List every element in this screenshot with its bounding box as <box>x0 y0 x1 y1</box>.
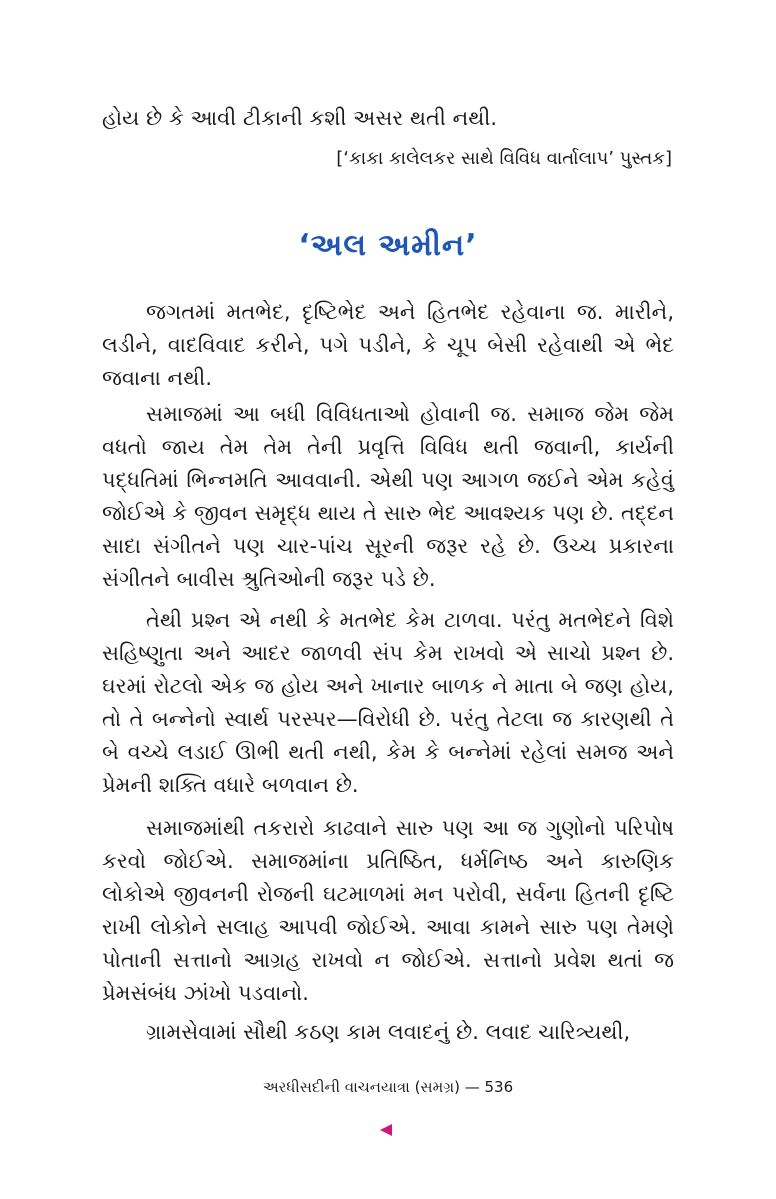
chapter-heading: ‘અલ અમીન’ <box>298 228 478 263</box>
paragraph-2: સમાજમાં આ બધી વિવિધતાઓ હોવાની જ. સમાજ જેમ જેમ વધતો જાય તેમ તેમ તેની પ્રવૃત્તિ વિવિધ થતી જવાની, કાર્યની પદ્ધતિમાં ભિન્નમતિ આવવાની. એથી પણ આગળ જઈને એમ કહેવું જોઈએ કે જીવન સમૃદ્ધ થાય તે સારુ ભેદ આવશ્યક પણ છે. તદ્દન સાદા સંગીતને પણ ચાર-પાંચ સૂરની જરૂર રહે છે. ઉચ્ચ પ્રકારના સંગીતને બાવીસ શ્રુતિઓની જરૂર પડે છે. <box>102 402 674 591</box>
paragraph-3: તેથી પ્રશ્ન એ નથી કે મતભેદ કેમ ટાળવા. પરંતુ મતભેદને વિશે સહિષ્ણુતા અને આદર જાળવી સંપ કેમ રાખવો એ સાચો પ્રશ્ન છે. ઘરમાં રોટલો એક જ હોય અને ખાનાર બાળક ને માતા બે જણ હોય, તો તે બન્નેનો સ્વાર્થ પરસ્પર—વિરોધી છે. પરંતુ તેટલા જ કારણથી તે બે વચ્ચે લડાઈ ઊભી થતી નથી, કેમ કે બન્નેમાં રહેલાં સમજ અને પ્રેમની શક્તિ વધારે બળવાન છે. <box>102 608 674 797</box>
page-footer: અરધીસદીની વાચનયાત્રા (સમગ્ર) — 536 <box>262 1078 514 1096</box>
paragraph-4: સમાજમાંથી તકરારો કાઢવાને સારુ પણ આ જ ગુણોનો પરિપોષ કરવો જોઈએ. સમાજમાંના પ્રતિષ્ઠિત, ધર્મનિષ્ઠ અને કારુણિક લોકોએ જીવનની રોજની ઘટમાળમાં મન પરોવી, સર્વના હિતની દૃષ્ટિ રાખી લોકોને સલાહ આપવી જોઈએ. આવા કામને સારુ પણ તેમણે પોતાની સત્તાનો આગ્રહ રાખવો ન જોઈએ. સત્તાનો પ્રવેશ થતાં જ પ્રેમસંબંધ ઝાંખો પડવાનો. <box>102 816 674 1005</box>
source-citation: [‘કાકા કાલેલકર સાથે વિવિધ વાર્તાલાપ’ પુસ્તક] <box>336 148 672 169</box>
continued-text-line: હોય છે કે આવી ટીકાની કશી અસર થતી નથી. <box>102 106 498 130</box>
left-triangle-icon[interactable] <box>380 1124 392 1136</box>
paragraph-5: ગ્રામસેવામાં સૌથી કઠણ કામ લવાદનું છે. લવાદ ચારિત્ર્યથી, <box>146 1020 631 1044</box>
paragraph-1: જગતમાં મતભેદ, દૃષ્ટિભેદ અને હિતભેદ રહેવાના જ. મારીને, લડીને, વાદવિવાદ કરીને, પગે પડીને, કે ચૂપ બેસી રહેવાથી એ ભેદ જવાના નથી. <box>102 300 674 390</box>
